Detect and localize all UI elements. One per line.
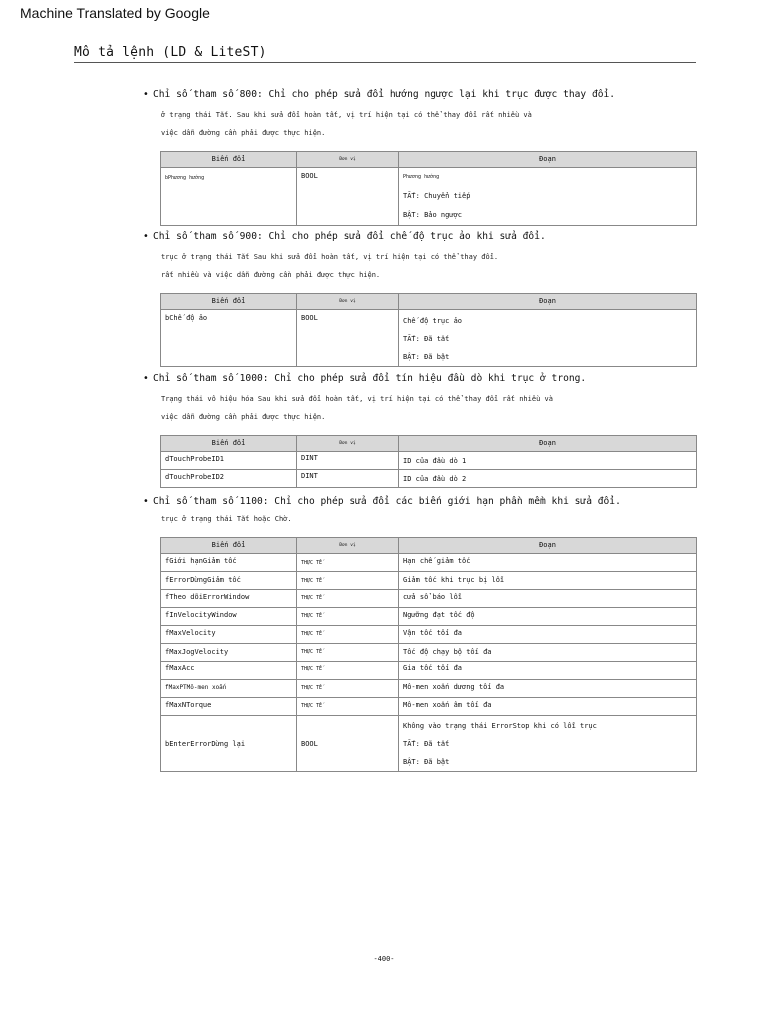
section-1000-table — [160, 435, 697, 488]
section-900-desc-line2: rất nhiều và việc dẫn đường cần phải được thực hiện. — [161, 271, 381, 279]
section-1000-desc-line2: việc dẫn đường cần phải được thực hiện. — [161, 413, 326, 421]
cell-description: Mô-men xoắn âm tối đa — [399, 698, 697, 716]
cell-variable: bEnterErrorDừng lại — [161, 716, 297, 772]
cell-description: ID của đầu dò 1 — [399, 452, 697, 470]
bullet-dot: • — [143, 373, 149, 384]
cell-description: Tốc độ chạy bộ tối đa — [399, 644, 697, 662]
cell-unit — [297, 662, 399, 680]
table-row — [161, 680, 697, 698]
cell-variable-text: bPhương hướng — [165, 175, 205, 181]
section-1100-title: Chỉ số tham số 1100: Chỉ cho phép sửa đổi các biến giới hạn phần mềm khi sửa đổi. — [153, 496, 621, 507]
cell-unit — [297, 626, 399, 644]
bullet-dot: • — [143, 496, 149, 507]
table-row — [161, 644, 697, 662]
cell-unit — [297, 572, 399, 590]
cell-variable: fGiới hạnGiảm tốc — [161, 554, 297, 572]
cell-variable: fMaxVelocity — [161, 626, 297, 644]
section-1000-bullet — [143, 373, 586, 384]
cell-description — [399, 310, 697, 367]
cell-unit-text: THỰC TẾ — [301, 560, 323, 566]
cell-variable: dTouchProbeID2 — [161, 470, 297, 488]
cell-description: Gia tốc tối đa — [399, 662, 697, 680]
table-row — [161, 626, 697, 644]
cell-unit-text: THỰC TẾ — [301, 666, 323, 672]
cell-description-line: Không vào trạng thái ErrorStop khi có lỗi trục — [403, 722, 597, 730]
header-unit: Đơn vị — [297, 538, 399, 554]
header-variable: Biến đổi — [161, 294, 297, 310]
table-row — [161, 470, 697, 488]
section-800-desc-line1: ở trạng thái Tắt. Sau khi sửa đổi hoàn tất, vị trí hiện tại có thể thay đổi rất nhiều và — [161, 111, 532, 119]
cell-description-line: Chế độ trục ảo — [403, 317, 463, 325]
header-unit: Đơn vị — [297, 294, 399, 310]
header-unit: Đơn vị — [297, 152, 399, 168]
cell-unit-text: THỰC TẾ — [301, 685, 323, 691]
table-row — [161, 310, 697, 367]
cell-variable: fMaxNTorque — [161, 698, 297, 716]
section-800-title: Chỉ số tham số 800: Chỉ cho phép sửa đổi hướng ngược lại khi trục được thay đổi. — [153, 89, 616, 100]
table-header-row — [161, 538, 697, 554]
cell-description-line: BẬT: Đã bật — [403, 353, 450, 361]
section-1000-desc-line1: Trạng thái vô hiệu hóa Sau khi sửa đổi hoàn tất, vị trí hiện tại có thể thay đổi rất nhiều và — [161, 395, 553, 403]
cell-unit: BOOL — [297, 168, 399, 226]
cell-description — [399, 716, 697, 772]
table-row — [161, 572, 697, 590]
cell-description-line: TẮT: Đã tắt — [403, 335, 450, 343]
cell-unit — [297, 644, 399, 662]
section-800-bullet — [143, 89, 615, 100]
cell-description: Hạn chế giảm tốc — [399, 554, 697, 572]
table-row — [161, 590, 697, 608]
title-divider — [74, 62, 696, 63]
cell-description: cửa sổ báo lỗi — [399, 590, 697, 608]
header-description: Đoạn — [399, 538, 697, 554]
cell-unit: BOOL — [297, 716, 399, 772]
cell-variable — [161, 680, 297, 698]
section-800-table — [160, 151, 697, 226]
cell-unit — [297, 590, 399, 608]
cell-unit-text: THỰC TẾ — [301, 613, 323, 619]
section-900-table — [160, 293, 697, 367]
table-row — [161, 554, 697, 572]
cell-variable: fTheo dõiErrorWindow — [161, 590, 297, 608]
cell-unit — [297, 554, 399, 572]
section-900-desc-line1: trục ở trạng thái Tắt Sau khi sửa đổi hoàn tất, vị trí hiện tại có thể thay đổi. — [161, 253, 499, 261]
cell-description: Ngưỡng đạt tốc độ — [399, 608, 697, 626]
cell-description-line: BẬT: Đã bật — [403, 758, 450, 766]
header-description: Đoạn — [399, 436, 697, 452]
cell-description-line: Phương hướng — [403, 174, 440, 180]
table-row — [161, 662, 697, 680]
cell-unit-text: THỰC TẾ — [301, 578, 323, 584]
table-row — [161, 168, 697, 226]
page-number: -400- — [373, 955, 395, 963]
table-row — [161, 698, 697, 716]
cell-description: ID của đầu dò 2 — [399, 470, 697, 488]
cell-unit-text: THỰC TẾ — [301, 595, 323, 601]
section-1000-title: Chỉ số tham số 1000: Chỉ cho phép sửa đổi tín hiệu đầu dò khi trục ở trong. — [153, 373, 587, 384]
header-description: Đoạn — [399, 152, 697, 168]
cell-description-line: TẮT: Đã tắt — [403, 740, 450, 748]
cell-unit: BOOL — [297, 310, 399, 367]
cell-variable: fErrorDừngGiảm tốc — [161, 572, 297, 590]
cell-description — [399, 168, 697, 226]
cell-description: Giảm tốc khi trục bị lỗi — [399, 572, 697, 590]
cell-unit-text: THỰC TẾ — [301, 649, 323, 655]
cell-variable: fMaxAcc — [161, 662, 297, 680]
cell-variable: fInVelocityWindow — [161, 608, 297, 626]
header-variable: Biến đổi — [161, 538, 297, 554]
section-1100-bullet — [143, 496, 621, 507]
table-header-row — [161, 294, 697, 310]
cell-unit — [297, 608, 399, 626]
cell-unit — [297, 698, 399, 716]
cell-variable-text: fMaxPTMô-men xoắn — [165, 684, 227, 691]
cell-variable: dTouchProbeID1 — [161, 452, 297, 470]
table-row — [161, 608, 697, 626]
cell-variable: bChế độ ảo — [161, 310, 297, 367]
cell-description-line: TẮT: Chuyển tiếp — [403, 192, 471, 200]
cell-description: Vận tốc tối đa — [399, 626, 697, 644]
cell-description: Mô-men xoắn dương tối đa — [399, 680, 697, 698]
table-header-row — [161, 436, 697, 452]
bullet-dot: • — [143, 89, 149, 100]
table-header-row — [161, 152, 697, 168]
cell-variable — [161, 168, 297, 226]
bullet-dot: • — [143, 231, 149, 242]
section-900-bullet — [143, 231, 546, 242]
table-row — [161, 716, 697, 772]
table-row — [161, 452, 697, 470]
cell-variable: fMaxJogVelocity — [161, 644, 297, 662]
section-1100-desc-line1: trục ở trạng thái Tắt hoặc Chờ. — [161, 515, 292, 523]
page-title: Mô tả lệnh (LD & LiteST) — [74, 45, 267, 60]
section-1100-table — [160, 537, 697, 772]
section-800-desc-line2: việc dẫn đường cần phải được thực hiện. — [161, 129, 326, 137]
watermark: Machine Translated by Google — [20, 5, 210, 21]
cell-unit: DINT — [297, 452, 399, 470]
header-unit: Đơn vị — [297, 436, 399, 452]
cell-unit: DINT — [297, 470, 399, 488]
header-variable: Biến đổi — [161, 436, 297, 452]
cell-description-line: BẬT: Bảo ngược — [403, 211, 463, 219]
header-variable: Biến đổi — [161, 152, 297, 168]
header-description: Đoạn — [399, 294, 697, 310]
cell-unit — [297, 680, 399, 698]
cell-unit-text: THỰC TẾ — [301, 631, 323, 637]
cell-unit-text: THỰC TẾ — [301, 703, 323, 709]
section-900-title: Chỉ số tham số 900: Chỉ cho phép sửa đổi chế độ trục ảo khi sửa đổi. — [153, 231, 546, 242]
